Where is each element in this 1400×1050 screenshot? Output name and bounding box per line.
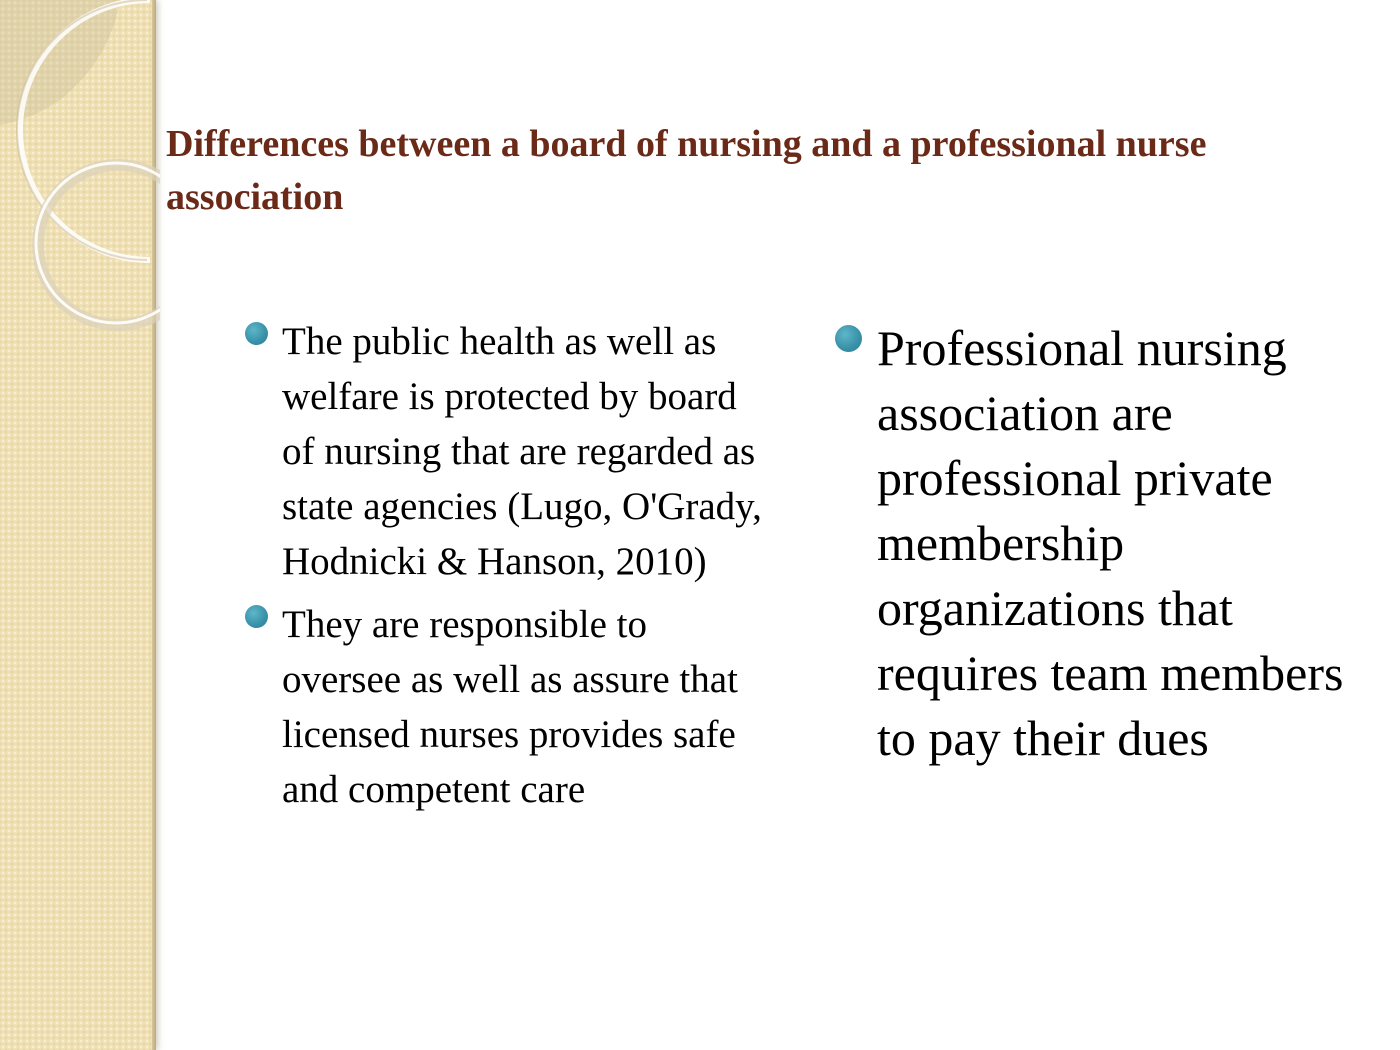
left-bullet-list	[245, 314, 775, 817]
side-band-edge	[152, 0, 156, 1050]
right-bullet-list	[835, 316, 1355, 771]
left-bullet-text: They are responsible to oversee as well as assure that licensed nurses provides safe and competent care	[282, 603, 738, 811]
left-bullet-item	[245, 314, 775, 589]
bullet-dot-icon	[245, 605, 268, 628]
left-bullet-text: The public health as well as welfare is protected by board of nursing that are regarded as state agencies (Lugo, O'Grady, Hodnicki & Hanson, 2010)	[282, 320, 762, 583]
slide-title: Differences between a board of nursing and a professional nurse association	[166, 123, 1207, 218]
left-bullet-item	[245, 597, 775, 817]
decorative-side-band	[0, 0, 155, 1050]
bullet-dot-icon	[245, 322, 268, 345]
right-bullet-item	[835, 316, 1355, 771]
bullet-dot-icon	[835, 325, 862, 352]
right-bullet-text: Professional nursing association are professional private membership organizations that requires team members to pay their dues	[877, 320, 1344, 766]
